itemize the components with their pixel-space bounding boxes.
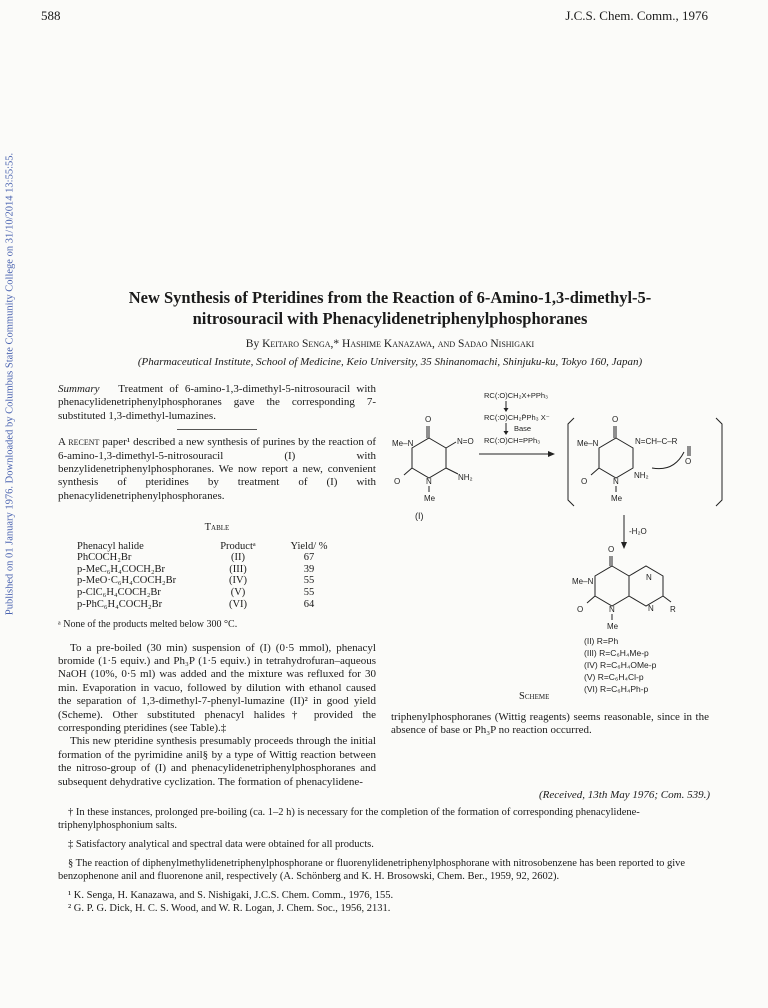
page-number: 588	[41, 8, 61, 23]
dehydration-label: -H₂O	[629, 527, 647, 536]
product-IV: (IV) R=C₆H₄OMe-p	[584, 660, 657, 670]
body-paragraph-2: This new pteridine synthesis presumably proceeds through the initial formation of the pyrimidine anil§ by a type of Wittig reaction between the nitroso-group of (I) and phenacylidenetriphenylphosphoranes and subsequent dehydrative cyclization. The formation of phenacylidene-	[58, 735, 376, 788]
reagent-3: RC(:O)CH=PPh₃	[484, 436, 541, 445]
cyclization-arrow	[652, 452, 684, 469]
compound-I-label: (I)	[415, 511, 424, 521]
summary	[58, 383, 376, 423]
table-cell: 67	[303, 552, 315, 564]
svg-text:N: N	[609, 605, 615, 614]
table-cell: 55	[303, 587, 315, 599]
reference-2: ² G. P. G. Dick, H. C. S. Wood, and W. R. Logan, J. Chem. Soc., 1956, 2131.	[68, 903, 391, 914]
bracket-right	[716, 418, 722, 506]
reagent-1: RC(:O)CH₂X+PPh₃	[484, 391, 549, 400]
table-cell: (VI)	[228, 598, 248, 610]
table-cell: (III)	[229, 563, 247, 575]
svg-text:NH₂: NH₂	[458, 473, 473, 482]
svg-text:N: N	[648, 604, 654, 613]
compound-I-structure	[392, 415, 474, 521]
svg-text:N: N	[426, 477, 432, 486]
left-column	[58, 383, 376, 789]
svg-text:N: N	[613, 477, 619, 486]
author-line	[60, 338, 720, 350]
table-cell: p-ClC₆H₄COCH₂Br	[77, 587, 161, 599]
table-row	[74, 587, 342, 599]
authors: Keitaro Senga,* Hashime Kanazawa, and Sadao Nishigaki	[262, 338, 535, 350]
table-row	[74, 552, 342, 564]
table-row	[74, 599, 342, 611]
body-paragraph-1: To a pre-boiled (30 min) suspension of (I) (0·5 mmol), phenacyl bromide (1·5 equiv.) and Ph₃P (1·5 equiv.) in tetrahydrofuran–aqueous NaOH (10%, 0·5 ml) was added and the mixture was refluxed for 30 min. Evaporation in vacuo, followed by dilution with ethanol caused the separation of 1,3-dimethyl-7-phenyl-lumazine (II)² in good yield (Scheme). Other substituted phenacyl halides† provided the corresponding pteridines (see Table).‡	[58, 641, 376, 735]
table-cell: 55	[303, 575, 315, 587]
svg-text:N=CH–C–R: N=CH–C–R	[635, 437, 678, 446]
summary-divider	[177, 429, 257, 430]
svg-text:N=O: N=O	[457, 437, 474, 446]
table-cell: p-MeC₆H₄COCH₂Br	[77, 563, 165, 575]
table-row	[74, 564, 342, 576]
svg-text:O: O	[581, 477, 588, 486]
table-cell: p-PhC₆H₄COCH₂Br	[77, 598, 163, 610]
svg-text:Me: Me	[607, 622, 619, 631]
product-V: (V) R=C₆H₄Cl-p	[584, 672, 644, 682]
table-cell: p-MeO·C₆H₄COCH₂Br	[77, 575, 177, 587]
footnote-section: § The reaction of diphenylmethylidenetriphenylphosphorane or fluorenylidenetriphenylphosphorane with nitrosobenzene has been reported to give benzophenone anil and fluorenone anil, respectively (A. Schönberg and K. H. Brosowski, Chem. Ber., 1959, 92, 2602).	[58, 858, 686, 882]
intro-lead: A recent	[58, 436, 100, 449]
table-note: ᵃ None of the products melted below 300 °C.	[58, 619, 238, 631]
title-line-1: New Synthesis of Pteridines from the Reaction of 6-Amino-1,3-dimethyl-5-	[128, 288, 652, 307]
table-header-cell: Yield/ %	[290, 540, 328, 552]
footnote-double-dagger: ‡ Satisfactory analytical and spectral data were obtained for all products.	[68, 839, 374, 850]
dehydration-arrowhead	[621, 542, 627, 549]
download-notice-sidebar	[0, 0, 20, 1008]
svg-text:O: O	[425, 415, 432, 424]
svg-text:O: O	[612, 415, 619, 424]
svg-text:O: O	[685, 457, 692, 466]
table-cell: (V)	[230, 587, 246, 599]
received-date: (Received, 13th May 1976; Com. 539.)	[538, 789, 710, 801]
svg-text:Me–N: Me–N	[392, 439, 414, 448]
body-paragraph-3: triphenylphosphoranes (Wittig reagents) seems reasonable, since in the absence of base or Ph₃P no reaction occurred.	[391, 711, 709, 737]
bracket-left	[568, 418, 574, 506]
svg-text:Me–N: Me–N	[577, 439, 599, 448]
table-cell: (IV)	[228, 575, 248, 587]
footnote-dagger: † In these instances, prolonged pre-boiling (ca. 1–2 h) is necessary for the completion of the formation of corresponding phenacylidene-triphenylphosphonium salts.	[58, 807, 640, 831]
svg-text:NH₂: NH₂	[634, 471, 649, 480]
reaction-arrowhead	[548, 451, 555, 457]
scheme-caption: Scheme	[519, 691, 550, 702]
table-cell: 39	[303, 563, 315, 575]
svg-text:Me: Me	[611, 494, 623, 503]
svg-text:Me–N: Me–N	[572, 577, 594, 586]
affiliation: (Pharmaceutical Institute, School of Medicine, Keio University, 35 Shinanomachi, Shinjuku-ku, Tokyo 160, Japan)	[137, 356, 643, 368]
intermediate-structure	[577, 415, 691, 503]
footnotes	[58, 806, 710, 915]
intro-text: paper¹ described a new synthesis of purines by the reaction of 6-amino-1,3-dimethyl-5-nitrosouracil (I) with benzylidenetriphenylphosphoranes. We now report a new, convenient synthesis of pteridines by treatment of (I) with phenacylidenetriphenylphosphoranes.	[58, 436, 377, 502]
article-title	[60, 287, 720, 329]
svg-text:O: O	[394, 477, 401, 486]
download-notice[interactable]: Published on 01 January 1976. Downloaded by Columbus State Community College on 31/10/2014 13:55:55.	[4, 152, 16, 616]
table-cell: (II)	[231, 552, 245, 564]
reaction-scheme	[384, 380, 734, 700]
journal-header: J.C.S. Chem. Comm., 1976	[565, 8, 708, 23]
table-caption: Table	[204, 522, 230, 534]
reference-1: ¹ K. Senga, H. Kanazawa, and S. Nishigaki, J.C.S. Chem. Comm., 1976, 155.	[68, 890, 394, 901]
intro-paragraph	[58, 436, 376, 503]
product-VI: (VI) R=C₆H₄Ph-p	[584, 684, 649, 694]
reagent-arrowhead-1	[504, 408, 509, 412]
svg-text:O: O	[608, 545, 615, 554]
svg-text:Me: Me	[424, 494, 436, 503]
results-table	[74, 541, 342, 611]
summary-text: Treatment of 6-amino-1,3-dimethyl-5-nitrosouracil with phenacylidenetriphenylphosphoranes gave the corresponding 7-substituted 1,3-dimethyl-lumazines.	[58, 383, 376, 422]
summary-label: Summary	[58, 383, 100, 395]
table-row	[74, 575, 342, 587]
table-cell: 64	[303, 598, 315, 610]
product-III: (III) R=C₆H₄Me-p	[584, 648, 649, 658]
svg-text:N: N	[646, 573, 652, 582]
svg-text:O: O	[577, 605, 584, 614]
product-II: (II) R=Ph	[584, 636, 619, 646]
title-line-2: nitrosouracil with Phenacylidenetriphenylphosphoranes	[192, 309, 588, 328]
table-cell: PhCOCH₂Br	[77, 552, 132, 564]
right-column-text	[391, 711, 709, 738]
by-label: By	[245, 338, 260, 350]
pteridine-structure	[572, 545, 676, 631]
table-header-cell: Productᵃ	[220, 540, 256, 552]
table-header-cell: Phenacyl halide	[77, 540, 144, 552]
table-header-row	[74, 541, 342, 553]
reagent-2: RC(:O)CH₂P̄Ph₃ X⁻	[484, 413, 550, 422]
svg-text:R: R	[670, 605, 676, 614]
product-list	[584, 636, 657, 694]
base-label: Base	[514, 424, 532, 433]
reagent-arrowhead-2	[504, 431, 509, 435]
